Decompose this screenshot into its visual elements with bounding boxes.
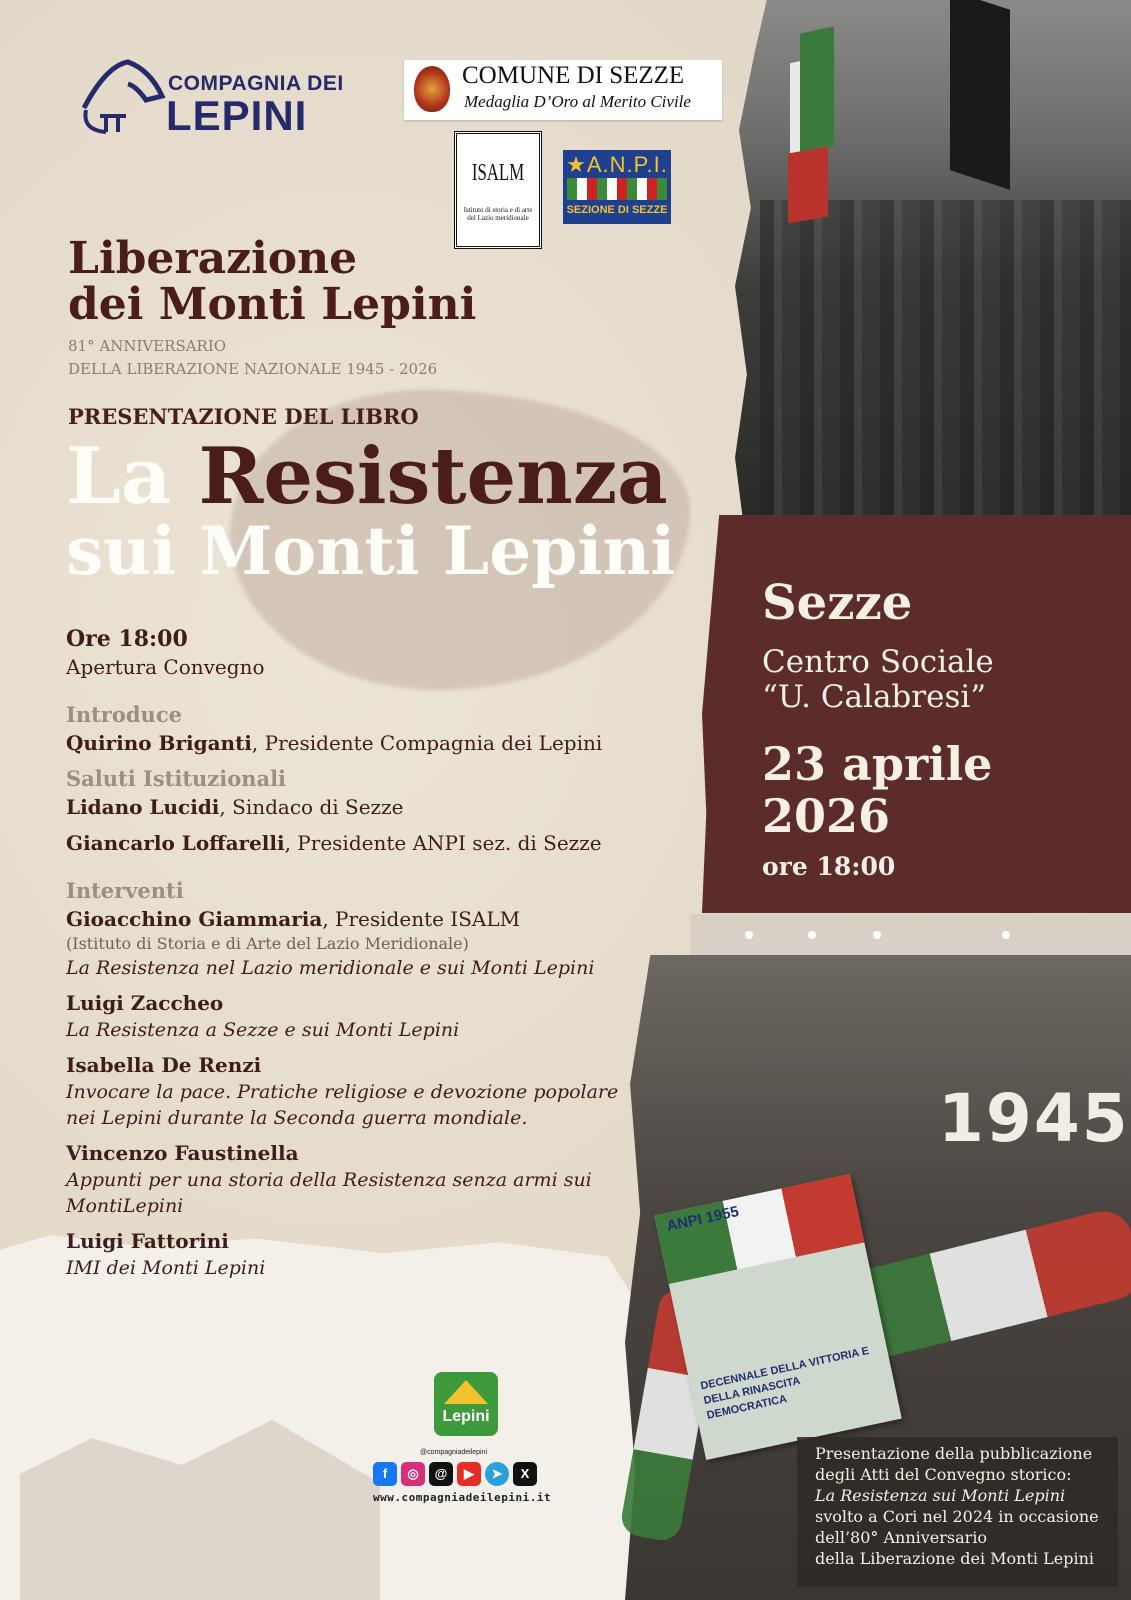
note-line: La Resistenza sui Monti Lepini — [815, 1486, 1066, 1505]
pin-dot-icon — [808, 931, 816, 939]
event-title-line1: Liberazione — [68, 233, 358, 284]
social-handle: @compagniadeilepini — [420, 1449, 488, 1456]
saluti-role: , Presidente ANPI sez. di Sezze — [284, 831, 602, 855]
saluti-label: Saluti Istituzionali — [66, 766, 287, 791]
event-date-line2: 2026 — [762, 789, 891, 843]
interventi-label: Interventi — [66, 878, 184, 903]
speaker-talk: La Resistenza a Sezze e sui Monti Lepini — [66, 1019, 460, 1041]
event-venue — [762, 645, 994, 715]
anpi-subtitle: SEZIONE DI SEZZE — [566, 204, 668, 216]
introduce-role: , Presidente Compagnia dei Lepini — [251, 731, 603, 755]
speaker-name: Luigi Fattorini — [66, 1229, 229, 1253]
program-opening: Apertura Convegno — [66, 655, 265, 679]
comune-sezze-logo — [404, 60, 722, 120]
speaker-talk: MontiLepini — [66, 1195, 184, 1217]
postcard-anpi: ANPI 1955 — [665, 1203, 741, 1235]
speaker-talk: Invocare la pace. Pratiche religiose e devozione popolare — [66, 1081, 619, 1103]
youtube-icon[interactable]: ▶ — [457, 1462, 481, 1486]
speaker-talk: Appunti per una storia della Resistenza senza armi sui — [66, 1169, 592, 1191]
speaker-talk: La Resistenza nel Lazio meridionale e sui Monti Lepini — [66, 957, 595, 979]
pin-dot-icon — [1002, 931, 1010, 939]
speaker-name: Vincenzo Faustinella — [66, 1141, 299, 1165]
postcard-text: DECENNALE DELLA VITTORIA E DELLA RINASCITA DEMOCRATICA — [699, 1344, 871, 1422]
event-venue-line1: Centro Sociale — [762, 644, 994, 680]
saluti-entry — [66, 793, 686, 821]
isalm-logo — [454, 131, 542, 249]
introduce-name: Quirino Briganti — [66, 731, 252, 755]
pin-dot-icon — [745, 931, 753, 939]
pin-dot-icon — [873, 931, 881, 939]
comune-title: COMUNE DI SEZZE — [462, 62, 685, 89]
facebook-icon[interactable]: f — [373, 1462, 397, 1486]
introduce-label: Introduce — [66, 702, 182, 727]
speaker-entry — [66, 905, 686, 933]
note-line: dell’80° Anniversario — [815, 1528, 988, 1547]
presentation-label: PRESENTAZIONE DEL LIBRO — [68, 404, 419, 429]
telegram-icon[interactable]: ➤ — [485, 1462, 509, 1486]
paper-strip — [690, 914, 1131, 958]
speaker-name: Luigi Zaccheo — [66, 991, 224, 1015]
x-icon[interactable]: X — [513, 1462, 537, 1486]
flag-red-icon — [788, 146, 828, 223]
website-link[interactable]: www.compagniadeilepini.it — [373, 1491, 552, 1504]
program — [66, 625, 686, 1281]
note-line: Presentazione della pubblicazione — [815, 1444, 1093, 1463]
photo-year: 1945 — [938, 1080, 1130, 1157]
flag-green-icon — [800, 26, 834, 153]
saluti-entry — [66, 829, 686, 857]
comune-subtitle: Medaglia D’Oro al Merito Civile — [464, 92, 691, 111]
anniversary-text — [68, 335, 437, 381]
lepini-roof-icon — [444, 1380, 488, 1404]
saluti-role: , Sindaco di Sezze — [219, 795, 404, 819]
flag-dark-icon — [950, 0, 1010, 190]
compagnia-logo-line2: LEPINI — [166, 92, 308, 139]
compagnia-lepini-mark-icon — [76, 56, 168, 140]
anniversary-line2: DELLA LIBERAZIONE NAZIONALE 1945 - 2026 — [68, 360, 438, 378]
lepini-logo — [434, 1372, 498, 1436]
event-time: ore 18:00 — [762, 852, 896, 881]
program-time: Ore 18:00 — [66, 626, 188, 652]
anpi-flag-icon — [567, 178, 667, 200]
book-title-line2: sui Monti Lepini — [66, 512, 676, 590]
introduce-entry — [66, 729, 686, 757]
publication-note — [797, 1437, 1118, 1587]
note-line: degli Atti del Convegno storico: — [815, 1465, 1072, 1484]
crowd-photo-texture — [760, 200, 1131, 520]
speaker-note: (Istituto di Storia e di Arte del Lazio Meridionale) — [66, 934, 469, 953]
event-date — [762, 738, 992, 842]
isalm-subtitle: Istituto di storia e di arte del Lazio meridionale — [463, 206, 533, 222]
book-title-line1 — [66, 432, 668, 522]
anniversary-line1: 81° ANNIVERSARIO — [68, 337, 227, 355]
speaker-role: , Presidente ISALM — [322, 907, 521, 931]
book-title-la: La — [66, 431, 172, 522]
threads-icon[interactable]: @ — [429, 1462, 453, 1486]
speaker-talk: nei Lepini durante la Seconda guerra mondiale. — [66, 1107, 528, 1129]
event-city: Sezze — [762, 575, 913, 631]
saluti-name: Giancarlo Loffarelli — [66, 831, 285, 855]
lepini-logo-text: Lepini — [442, 1408, 490, 1425]
book-title-resistenza: Resistenza — [198, 431, 668, 522]
event-title-line2: dei Monti Lepini — [68, 279, 477, 330]
event-title — [68, 233, 477, 330]
event-date-line1: 23 aprile — [762, 737, 993, 791]
isalm-title: ISALM — [471, 160, 525, 186]
comune-crest-icon — [414, 66, 450, 112]
speaker-name: Isabella De Renzi — [66, 1053, 262, 1077]
compagnia-logo-line1: COMPAGNIA DEI — [168, 72, 344, 95]
event-venue-line2: “U. Calabresi” — [762, 679, 987, 715]
speaker-talk: IMI dei Monti Lepini — [66, 1257, 266, 1279]
speaker-name: Gioacchino Giammaria — [66, 907, 323, 931]
saluti-name: Lidano Lucidi — [66, 795, 220, 819]
instagram-icon[interactable]: ◎ — [401, 1462, 425, 1486]
publication-note-text — [815, 1443, 1115, 1569]
note-line: della Liberazione dei Monti Lepini — [815, 1549, 1094, 1568]
anpi-title: ★A.N.P.I. — [566, 152, 668, 177]
social-icons — [373, 1462, 541, 1486]
anpi-logo — [563, 150, 671, 224]
note-line: svolto a Cori nel 2024 in occasione — [815, 1507, 1099, 1526]
